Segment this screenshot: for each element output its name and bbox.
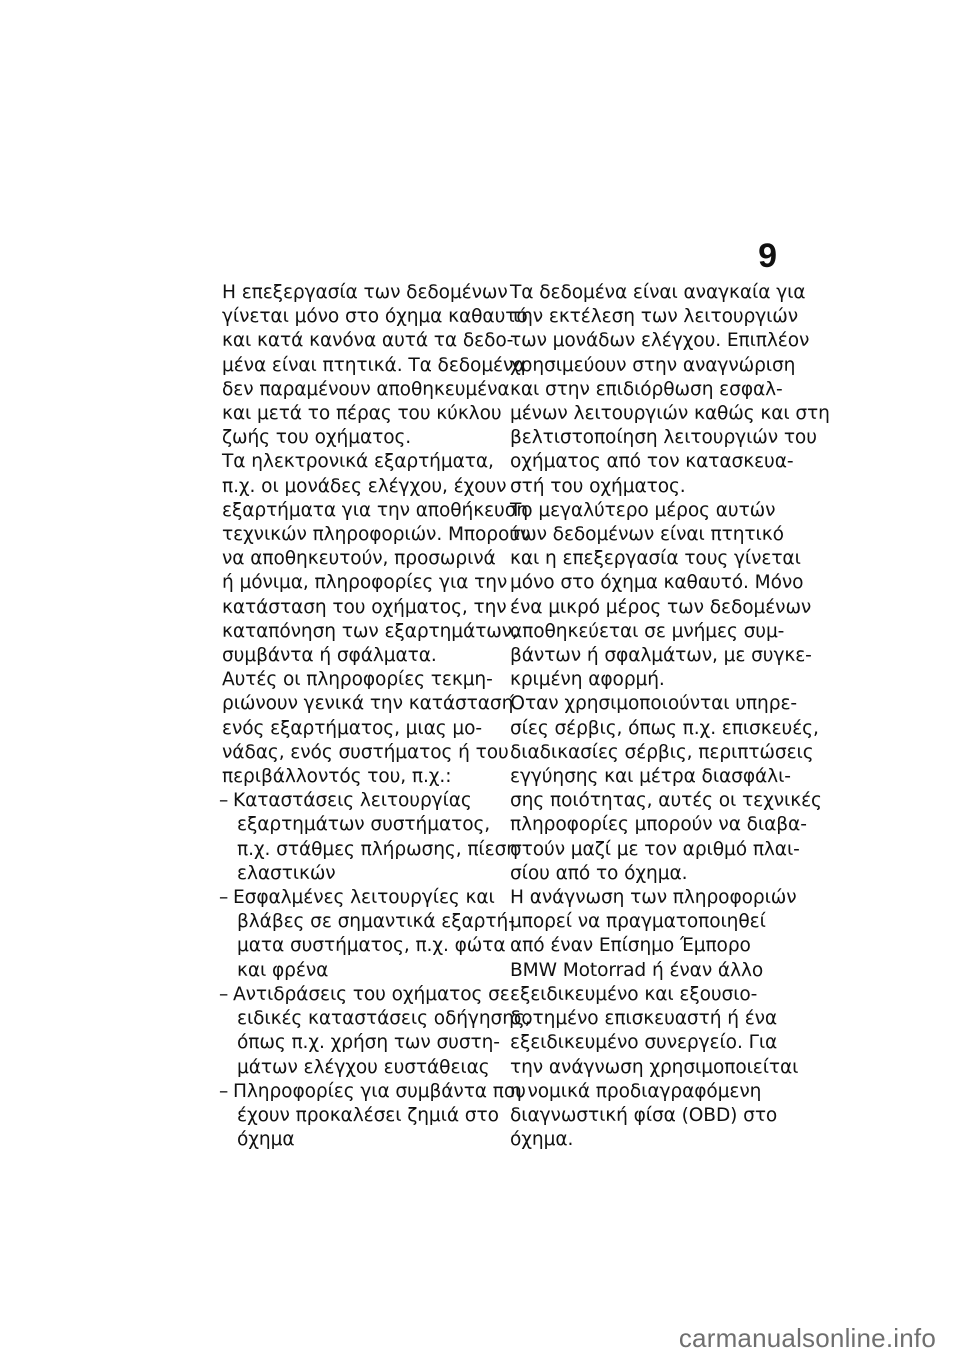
text-line: χρησιμεύουν στην αναγνώριση [510,354,796,376]
bullet-continuation: και φρένα [237,959,329,981]
text-line: στούν μαζί με τον αριθμό πλαι- [510,838,800,860]
bullet-text: Εσφαλμένες λειτουργίες και [233,887,495,909]
bullet-text: Πληροφορίες για συμβάντα που [233,1080,526,1102]
text-line: Η επεξεργασία των δεδομένων [222,282,508,303]
text-line: Η ανάγνωση των πληροφοριών [510,887,797,909]
text-line: ενός εξαρτήματος, μιας μο- [222,717,483,739]
text-line: τεχνικών πληροφοριών. Μπορούν [222,524,531,546]
bullet-continuation: ειδικές καταστάσεις οδήγησης, [237,1008,531,1030]
bullet-list [219,789,531,1152]
bullet-continuation: ματα συστήματος, π.χ. φώτα [237,935,506,957]
text-line: την ανάγνωση χρησιμοποιείται [510,1056,799,1078]
right-text-column [510,281,830,1152]
text-line: περιβάλλοντός του, π.χ.: [222,766,452,788]
text-line: μπορεί να πραγματοποιηθεί [510,911,766,933]
text-line: π.χ. οι μονάδες ελέγχου, έχουν [222,475,507,497]
text-line: να αποθηκευτούν, προσωρινά [222,548,496,570]
text-line: και κατά κανόνα αυτά τα δεδο- [222,330,514,352]
text-line: από έναν Επίσημο Έμπορο [510,935,751,957]
text-line: σίες σέρβις, όπως π.χ. επισκευές, [510,717,819,739]
text-line: ζωής του οχήματος. [222,427,412,449]
text-line: νάδας, ενός συστήματος ή του [222,741,509,763]
text-line: σίου από το όχημα. [510,862,688,884]
text-line: Τα ηλεκτρονικά εξαρτήματα, [222,451,494,473]
text-line: εξειδικευμένο συνεργείο. Για [510,1032,778,1054]
text-line: εξαρτήματα για την αποθήκευση [222,499,529,521]
text-line: BMW Motorrad ή έναν άλλο [510,959,764,981]
text-line: βάντων ή σφαλμάτων, με συγκε- [510,645,812,667]
text-line: σης ποιότητας, αυτές οι τεχνικές [510,790,822,812]
bullet-dash: – [219,983,229,1005]
text-line: διαγνωστική φίσα (OBD) στο [510,1104,778,1126]
text-line: πληροφορίες μπορούν να διαβα- [510,814,807,836]
bullet-continuation: εξαρτημάτων συστήματος, [237,814,491,836]
text-line: Όταν χρησιμοποιούνται υπηρε- [510,693,798,715]
bullet-continuation: ελαστικών [237,862,336,884]
text-line: την εκτέλεση των λειτουργιών [510,306,799,328]
text-line: καταπόνηση των εξαρτημάτων, [222,620,518,642]
list-item [219,886,515,983]
bullet-dash: – [219,790,229,812]
text-line: διαδικασίες σέρβις, περιπτώσεις [510,741,814,763]
list-item [219,789,518,886]
text-line: και η επεξεργασία τους γίνεται [510,548,801,570]
text-line: μένων λειτουργιών καθώς και στη [510,403,830,425]
text-line: Τα δεδομένα είναι αναγκαία για [510,282,806,303]
text-line: οχήματος από τον κατασκευα- [510,451,794,473]
text-line: αποθηκεύεται σε μνήμες συμ- [510,620,785,642]
text-line: των δεδομένων είναι πτητικό [510,524,784,546]
bullet-continuation: μάτων ελέγχου ευστάθειας [237,1056,490,1078]
bullet-continuation: π.χ. στάθμες πλήρωσης, πίεση [237,838,518,860]
text-line: κατάσταση του οχήματος, την [222,596,507,618]
watermark-text: carmanualsonline.info [678,1323,936,1353]
text-line: και μετά το πέρας του κύκλου [222,403,502,425]
text-line: Το μεγαλύτερο μέρος αυτών [510,499,776,521]
text-line: εξειδικευμένο και εξουσιο- [510,983,758,1005]
bullet-continuation: όχημα [237,1129,295,1151]
left-text-column [219,281,531,1152]
list-item [219,1080,526,1153]
text-line: γίνεται μόνο στο όχημα καθαυτό [222,306,528,328]
page-number: 9 [758,237,777,275]
text-line: Αυτές οι πληροφορίες τεκμη- [222,669,493,691]
text-line: όχημα. [510,1129,574,1151]
list-item [219,983,531,1080]
bullet-continuation: βλάβες σε σημαντικά εξαρτή- [237,911,515,933]
text-line: των μονάδων ελέγχου. Επιπλέον [510,330,810,352]
text-line: η νομικά προδιαγραφόμενη [510,1080,762,1102]
text-line: δοτημένο επισκευαστή ή ένα [510,1008,778,1030]
text-line: κριμένη αφορμή. [510,669,665,691]
text-line: στή του οχήματος. [510,475,686,497]
text-line: ή μόνιμα, πληροφορίες για την [222,572,508,594]
text-line: βελτιστοποίηση λειτουργιών του [510,427,817,449]
text-line: ριώνουν γενικά την κατάσταση [222,693,514,715]
bullet-continuation: έχουν προκαλέσει ζημιά στο [237,1104,499,1126]
text-line: μένα είναι πτητικά. Τα δεδομένα [222,354,526,376]
bullet-dash: – [219,1080,229,1102]
bullet-continuation: όπως π.χ. χρήση των συστη- [237,1032,500,1054]
text-line: δεν παραμένουν αποθηκευμένα [222,378,510,400]
bullet-text: Αντιδράσεις του οχήματος σε [233,983,510,1005]
text-line: εγγύησης και μέτρα διασφάλι- [510,766,791,788]
bullet-dash: – [219,887,229,909]
text-line: ένα μικρό μέρος των δεδομένων [510,596,812,618]
bullet-text: Καταστάσεις λειτουργίας [233,790,472,812]
text-line: συμβάντα ή σφάλματα. [222,645,437,667]
text-line: και στην επιδιόρθωση εσφαλ- [510,378,783,400]
text-line: μόνο στο όχημα καθαυτό. Μόνο [510,572,804,594]
